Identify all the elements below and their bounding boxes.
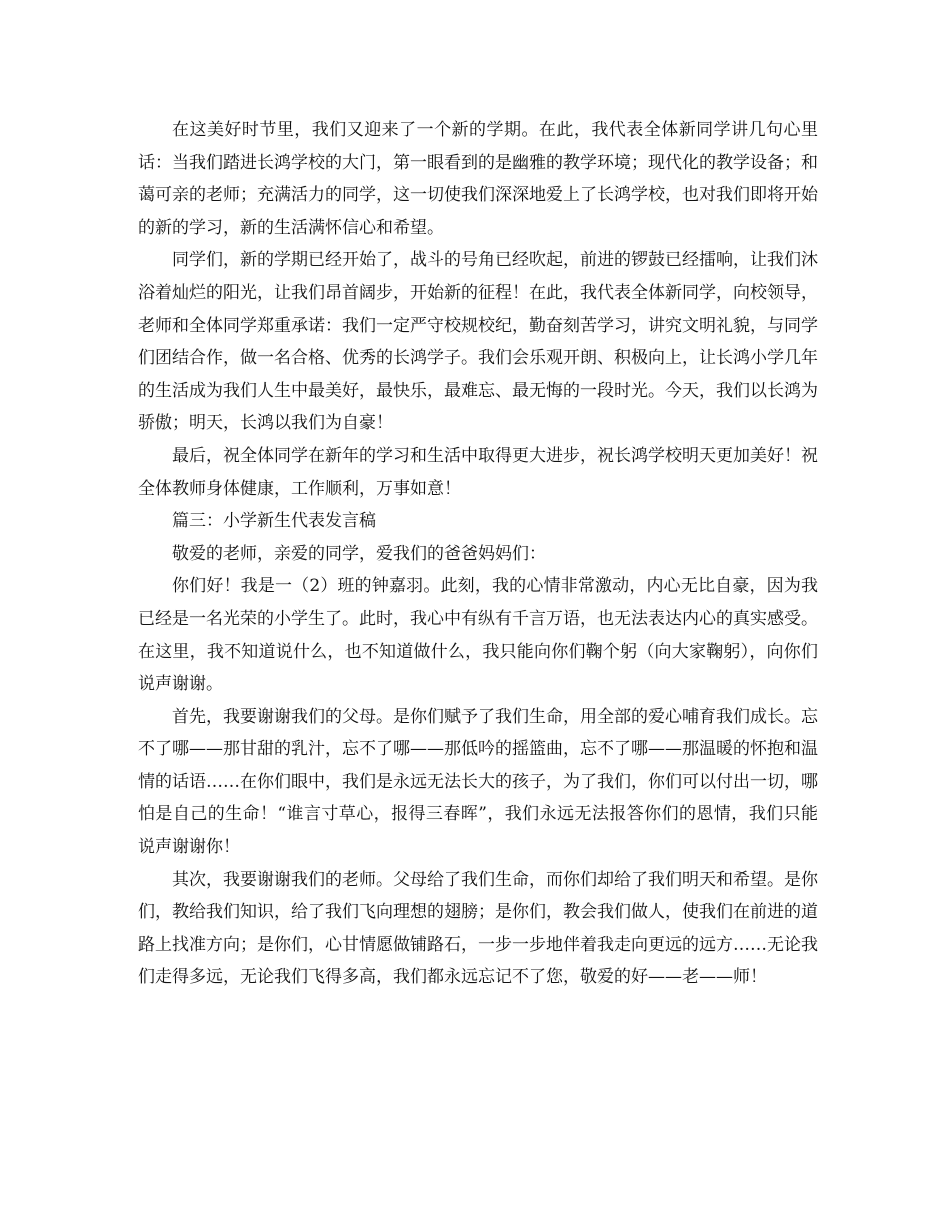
paragraph: 最后，祝全体同学在新年的学习和生活中取得更大进步，祝长鸿学校明天更加美好！祝全体教师身体健康，工作顺利，万事如意！ (138, 445, 818, 499)
document-body (138, 114, 818, 994)
section-heading: 篇三：小学新生代表发言稿 (172, 511, 376, 532)
paragraph: 你们好！我是一（2）班的钟嘉羽。此刻，我的心情非常激动，内心无比自豪，因为我已经是一名光荣的小学生了。此时，我心中有纵有千言万语，也无法表达内心的真实感受。在这里，我不知道说什么，也不知道做什么，我只能向你们鞠个躬（向大家鞠躬），向你们说声谢谢。 (138, 576, 818, 695)
salutation: 敬爱的老师，亲爱的同学，爱我们的爸爸妈妈们： (172, 543, 546, 564)
paragraph: 首先，我要谢谢我们的父母。是你们赋予了我们生命，用全部的爱心哺育我们成长。忘不了哪——那甘甜的乳汁，忘不了哪——那低吟的摇篮曲，忘不了哪——那温暖的怀抱和温情的话语……在你们眼中，我们是永远无法长大的孩子，为了我们，你们可以付出一切，哪怕是自己的生命！“谁言寸草心，报得三春晖”，我们永远无法报答你们的恩情，我们只能说声谢谢你！ (138, 706, 818, 858)
paragraph: 其次，我要谢谢我们的老师。父母给了我们生命，而你们却给了我们明天和希望。是你们，教给我们知识，给了我们飞向理想的翅膀；是你们，教会我们做人，使我们在前进的道路上找准方向；是你们，心甘情愿做铺路石，一步一步地伴着我走向更远的远方……无论我们走得多远，无论我们飞得多高，我们都永远忘记不了您，敬爱的好——老——师！ (138, 869, 818, 988)
paragraph: 在这美好时节里，我们又迎来了一个新的学期。在此，我代表全体新同学讲几句心里话：当我们踏进长鸿学校的大门，第一眼看到的是幽雅的教学环境；现代化的教学设备；和蔼可亲的老师；充满活力的同学，这一切使我们深深地爱上了长鸿学校，也对我们即将开始的新的学习，新的生活满怀信心和希望。 (138, 120, 818, 238)
paragraph: 同学们，新的学期已经开始了，战斗的号角已经吹起，前进的锣鼓已经擂响，让我们沐浴着灿烂的阳光，让我们昂首阔步，开始新的征程！在此，我代表全体新同学，向校领导，老师和全体同学郑重承诺：我们一定严守校规校纪，勤奋刻苦学习，讲究文明礼貌，与同学们团结合作，做一名合格、优秀的长鸿学子。我们会乐观开朗、积极向上，让长鸿小学几年的生活成为我们人生中最美好，最快乐，最难忘、最无悔的一段时光。今天，我们以长鸿为骄傲；明天，长鸿以我们为自豪！ (138, 250, 818, 434)
